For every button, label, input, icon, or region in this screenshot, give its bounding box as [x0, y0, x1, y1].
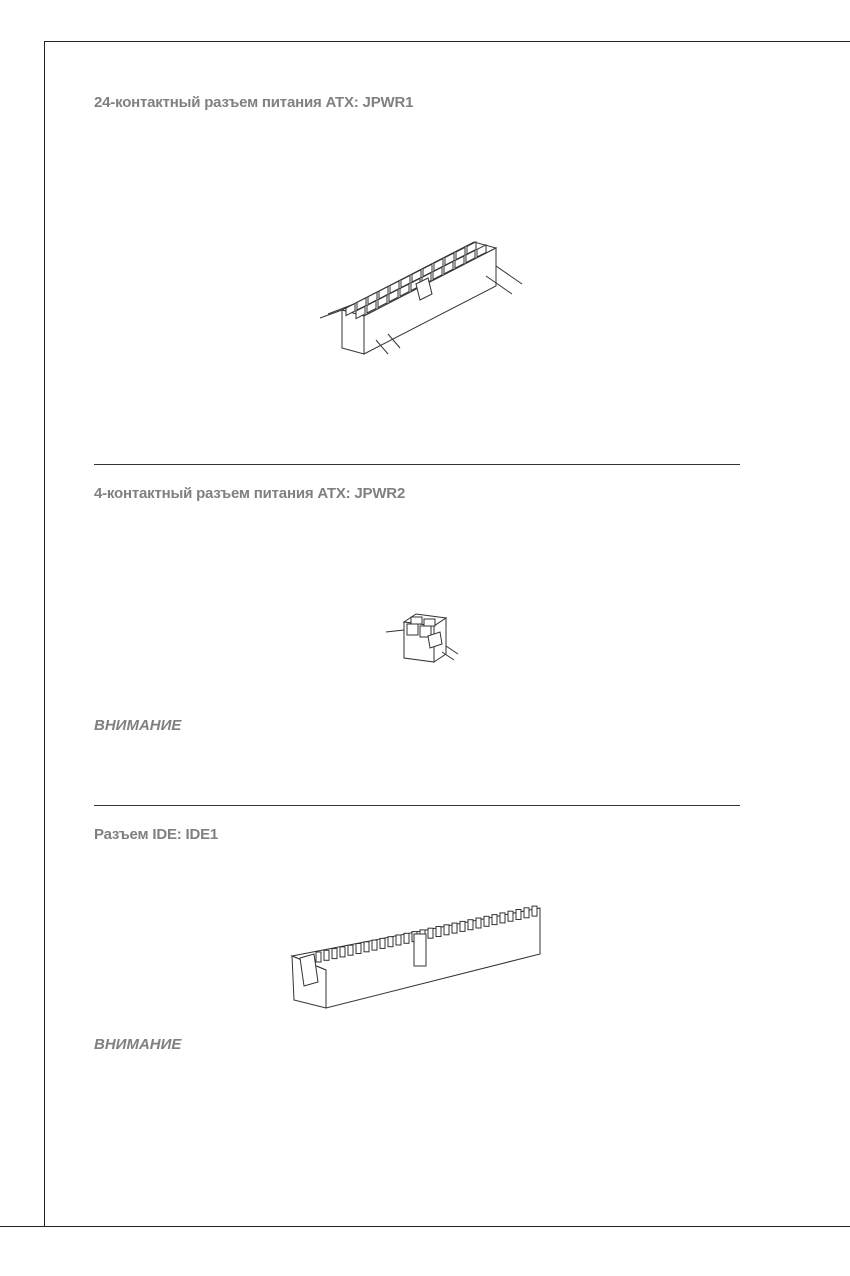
ide-pin [468, 920, 473, 930]
warning-label-jpwr2: ВНИМАНИЕ [94, 717, 182, 734]
ide-pin [516, 910, 521, 920]
section-divider-2 [94, 805, 740, 806]
section-heading-ide1: Разъем IDE: IDE1 [94, 826, 219, 843]
page-frame-bottom [0, 1226, 850, 1227]
ide-pin [500, 913, 505, 923]
ide-pin [348, 945, 353, 955]
ide-pin [484, 916, 489, 926]
section-heading-jpwr2: 4-контактный разъем питания ATX: JPWR2 [94, 485, 406, 502]
ide-pin [404, 933, 409, 943]
ide-pin [340, 947, 345, 957]
ide-pin [396, 935, 401, 945]
ide-pin [364, 942, 369, 952]
section-heading-jpwr1: 24-контактный разъем питания ATX: JPWR1 [94, 94, 414, 111]
ide-pin [316, 952, 321, 962]
ide-pin [460, 921, 465, 931]
ide-pin [452, 923, 457, 933]
ide-pin [372, 940, 377, 950]
page-frame-left [44, 41, 45, 1226]
jpwr1-connector-drawing [316, 236, 526, 360]
page-frame-top [44, 41, 850, 42]
ide-pin [428, 928, 433, 938]
ide-pin [508, 911, 513, 921]
warning-label-ide1: ВНИМАНИЕ [94, 1036, 182, 1053]
jpwr2-connector-drawing [384, 610, 460, 666]
ide-pin [524, 908, 529, 918]
jpwr2-connector-figure [384, 610, 460, 666]
ide-pin [332, 949, 337, 959]
ide-pin [356, 944, 361, 954]
ide-pin [436, 927, 441, 937]
ide-pin [324, 950, 329, 960]
ide-pin [380, 938, 385, 948]
section-divider-1 [94, 464, 740, 465]
ide-pin [492, 915, 497, 925]
ide-pin [476, 918, 481, 928]
ide-pin [388, 937, 393, 947]
jpwr1-connector-figure [316, 236, 526, 360]
ide-pin [532, 906, 537, 916]
ide-pin [444, 925, 449, 935]
ide1-connector-drawing [286, 890, 546, 1012]
ide1-connector-figure [286, 890, 546, 1012]
